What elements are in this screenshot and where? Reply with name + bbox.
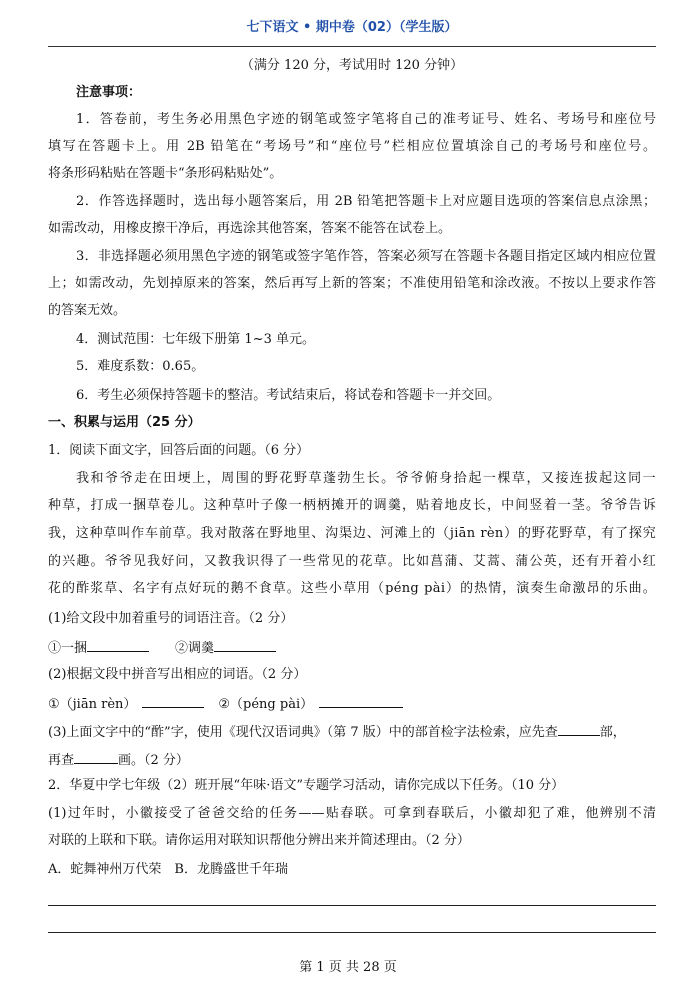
answer-blank[interactable] [319, 693, 403, 708]
note-line-10: 5．难度系数：0.65。 [76, 359, 205, 374]
q1-sub1: (1)给文段中加着重号的词语注音。（2 分） [48, 611, 294, 626]
q2-sub1-line-1: (1)过年时，小徽接受了爸爸交给的任务——贴春联。可拿到春联后，小徽却犯了难，他辨别不清 [48, 806, 656, 821]
exam-info: （满分 120 分，考试用时 120 分钟） [240, 58, 464, 73]
answer-line[interactable] [48, 905, 656, 906]
answer-blank[interactable] [558, 721, 600, 736]
passage-line-4: 的兴趣。爷爷见我好问，又教我识得了一些常见的花草。比如菖蒲、艾蒿、蒲公英，还有开着小红 [48, 554, 656, 569]
note-line-8: 的答案无效。 [48, 303, 127, 318]
answer-blank[interactable] [142, 693, 204, 708]
q2-sub1-line-2: 对联的上联和下联。请你运用对联知识帮他分辨出来并简述理由。（2 分） [48, 833, 470, 848]
q2-options: A．蛇舞神州万代荣 B．龙腾盛世千年瑞 [48, 862, 288, 877]
passage-line-5: 花的酢浆草、名字有点好玩的鹅不食草。这些小草用（péng pài）的热情，演奏生命激昂的乐曲。 [48, 581, 656, 596]
note-line-3: 将条形码粘贴在答题卡“条形码粘贴处”。 [48, 166, 283, 181]
passage-line-1: 我和爷爷走在田埂上，周围的野花野草蓬勃生长。爷爷俯身拾起一棵草，又接连拔起这同一 [76, 471, 656, 486]
answer-line[interactable] [48, 932, 656, 933]
sub3-text-d: 画。（2 分） [118, 753, 189, 768]
note-line-9: 4．测试范围：七年级下册第 1~3 单元。 [76, 332, 315, 347]
q1-sub1-answers [48, 637, 656, 659]
sub1-item-b: ②调羹 [175, 641, 215, 656]
page-footer: 第 1 页 共 28 页 [299, 960, 397, 975]
q1-sub3-line-2 [48, 749, 656, 771]
q1-sub2: (2)根据文段中拼音写出相应的词语。（2 分） [48, 667, 307, 682]
note-line-4: 2．作答选择题时，选出每小题答案后，用 2B 铅笔把答题卡上对应题目选项的答案信息点涂黑； [76, 194, 656, 209]
q1-sub2-answers [48, 693, 656, 715]
q1-prompt: 1．阅读下面文字，回答后面的问题。（6 分） [48, 443, 310, 458]
section-title: 一、积累与运用（25 分） [48, 415, 201, 430]
sub3-text-b: 部， [599, 725, 626, 740]
sub3-text-c: 再查 [48, 753, 75, 768]
passage-line-2: 种草，打成一捆草卷儿。这种草叶子像一柄柄摊开的调羹，贴着地皮长，中间竖着一茎。爷爷告诉 [48, 498, 656, 513]
page-header [48, 18, 656, 47]
sub2-item-a: ①（jiān rèn） [48, 697, 137, 712]
answer-blank[interactable] [214, 637, 276, 652]
header-title: 七下语文 • 期中卷（02）（学生版） [246, 20, 458, 35]
notes-title: 注意事项： [76, 85, 142, 100]
passage-line-3: 我，这种草叫作车前草。我对散落在野地里、沟渠边、河滩上的（jiān rèn）的野花野草，有了探究 [48, 526, 656, 541]
sub1-item-a: ①一捆 [48, 641, 88, 656]
note-line-1: 1．答卷前，考生务必用黑色字迹的钢笔或签字笔将自己的准考证号、姓名、考场号和座位号 [76, 112, 656, 127]
sub2-item-b: ②（péng pài） [218, 697, 314, 712]
note-line-6: 3．非选择题必须用黑色字迹的钢笔或签字笔作答，答案必须写在答题卡各题目指定区域内相应位置 [76, 249, 656, 264]
answer-blank[interactable] [74, 749, 118, 764]
q2-prompt: 2．华夏中学七年级（2）班开展“年味·语文”专题学习活动，请你完成以下任务。（10 分） [48, 778, 565, 793]
q1-sub3-line-1 [48, 721, 656, 743]
note-line-5: 如需改动，用橡皮擦干净后，再选涂其他答案，答案不能答在试卷上。 [48, 221, 452, 236]
note-line-7: 上；如需改动，先划掉原来的答案，然后再写上新的答案；不准使用铅笔和涂改液。不按以上要求作答 [48, 276, 656, 291]
note-line-2: 填写在答题卡上。用 2B 铅笔在“考场号”和“座位号”栏相应位置填涂自己的考场号和座位号。 [48, 139, 656, 154]
note-line-11: 6．考生必须保持答题卡的整洁。考试结束后，将试卷和答题卡一并交回。 [76, 388, 501, 403]
sub3-text-a: (3)上面文字中的“酢”字，使用《现代汉语词典》（第 7 版）中的部首检字法检索，应先查 [48, 725, 558, 740]
answer-blank[interactable] [87, 637, 149, 652]
